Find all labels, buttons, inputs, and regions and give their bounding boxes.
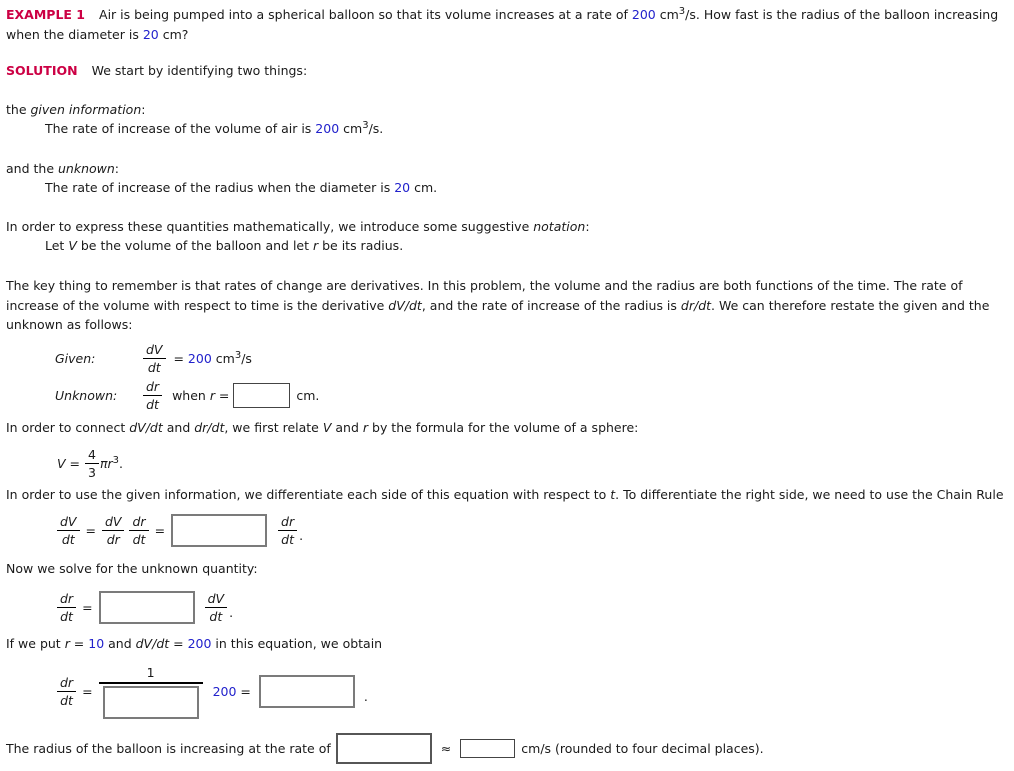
chain-rule-paragraph: In order to use the given information, we differentiate each side of this equation with respect to t. To differentiate the right side, we need to use the Chain Rule [6,487,1004,502]
result-text-after: cm/s (rounded to four decimal places). [521,740,764,756]
key-paragraph: The key thing to remember is that rates of change are derivatives. In this problem, the volume and the radius are both functions of the time. The rate of increase of the volume with respect to time is the derivative dV/dt, and the rate of increase of the radius is dr/dt. We can therefore restate the given and the unknown as follows: [6,278,990,332]
when-r-equals: when r = [172,387,234,403]
equals-sign: = [82,683,93,699]
equals-sign: = [85,522,96,538]
chain-rule-equation-row [0,508,303,552]
connect-paragraph: In order to connect dV/dt and dr/dt, we first relate V and r by the formula for the volume of a sphere: [6,420,639,435]
final-equation-row [0,662,368,720]
dr-dt-fraction: $\frac{dr}{dt}$ [57,675,76,708]
given-info-label: the given information: [6,102,146,117]
solve-coefficient-input[interactable] [99,591,195,624]
notation-detail: Let V be the volume of the balloon and let r be its radius. [45,238,404,253]
four-thirds-fraction: $\frac{4}{3}$ [85,447,99,480]
numerator-one: 1 [146,664,155,680]
equals-sign: = [154,522,166,538]
unknown-info-detail: The rate of increase of the radius when the diameter is 20 cm. [45,180,438,195]
r-value-input[interactable] [233,383,290,408]
result-text-before: The radius of the balloon is increasing at the rate of [6,740,331,756]
volume-formula-row [0,444,123,482]
unknown-label: Unknown: [55,387,118,403]
dr-dt-fraction: $\frac{dr}{dt}$ [57,591,76,624]
example-line-2: when the diameter is 20 cm? [6,26,189,42]
two-hundred-equals: 200 = [212,683,255,699]
volume-rhs: $\pi r^3$. [99,454,123,471]
rate-exact-input[interactable] [336,733,432,764]
one-over-denominator-fraction [99,664,203,719]
given-rhs: = 200 $cm^3/s$ [169,349,252,366]
period: . [363,688,368,704]
dr-dt-fraction: $\frac{dr}{dt}$ [143,379,162,412]
solve-paragraph: Now we solve for the unknown quantity: [6,561,258,576]
example-line-1: EXAMPLE 1 Air is being pumped into a spherical balloon so that its volume increases at a rate of 200 $cm^3/s$. How fast is the radius of the balloon increasing [6,6,999,22]
dV-dt-fraction: $\frac{dV}{dt}$ [205,591,228,624]
period: . [299,527,304,543]
drdt-result-input[interactable] [259,675,355,708]
solve-equation-row [0,584,233,630]
given-label: Given: [55,350,96,366]
example-statement [6,5,998,44]
dV-dt-fraction: $\frac{dV}{dt}$ [57,514,80,547]
chain-rule-coefficient-input[interactable] [171,514,267,547]
volume-lhs: V = [57,455,84,471]
dr-dt-fraction: $\frac{dr}{dt}$ [278,514,297,547]
notation-label: In order to express these quantities mathematically, we introduce some suggestive notation: [6,219,590,234]
dV-dr-fraction: $\frac{dV}{dr}$ [102,514,125,547]
unknown-equation-row [0,377,319,413]
denominator-input[interactable] [103,686,199,719]
approx-sign: ≈ [440,740,452,756]
given-info-detail: The rate of increase of the volume of air is 200 $cm^3/s$. [45,120,384,136]
cm-unit: cm. [296,387,320,403]
solution-intro: SOLUTION We start by identifying two things: [6,63,308,78]
equals-sign: = [82,599,93,615]
result-row [6,731,764,765]
given-equation-row [0,340,252,376]
rate-rounded-input[interactable] [460,739,515,758]
unknown-info-label: and the unknown: [6,161,120,176]
substitute-paragraph: If we put r = 10 and dV/dt = 200 in this equation, we obtain [6,636,383,651]
dr-dt-fraction: $\frac{dr}{dt}$ [129,514,148,547]
dV-dt-fraction: $\frac{dV}{dt}$ [143,342,166,375]
period: . [229,604,234,620]
